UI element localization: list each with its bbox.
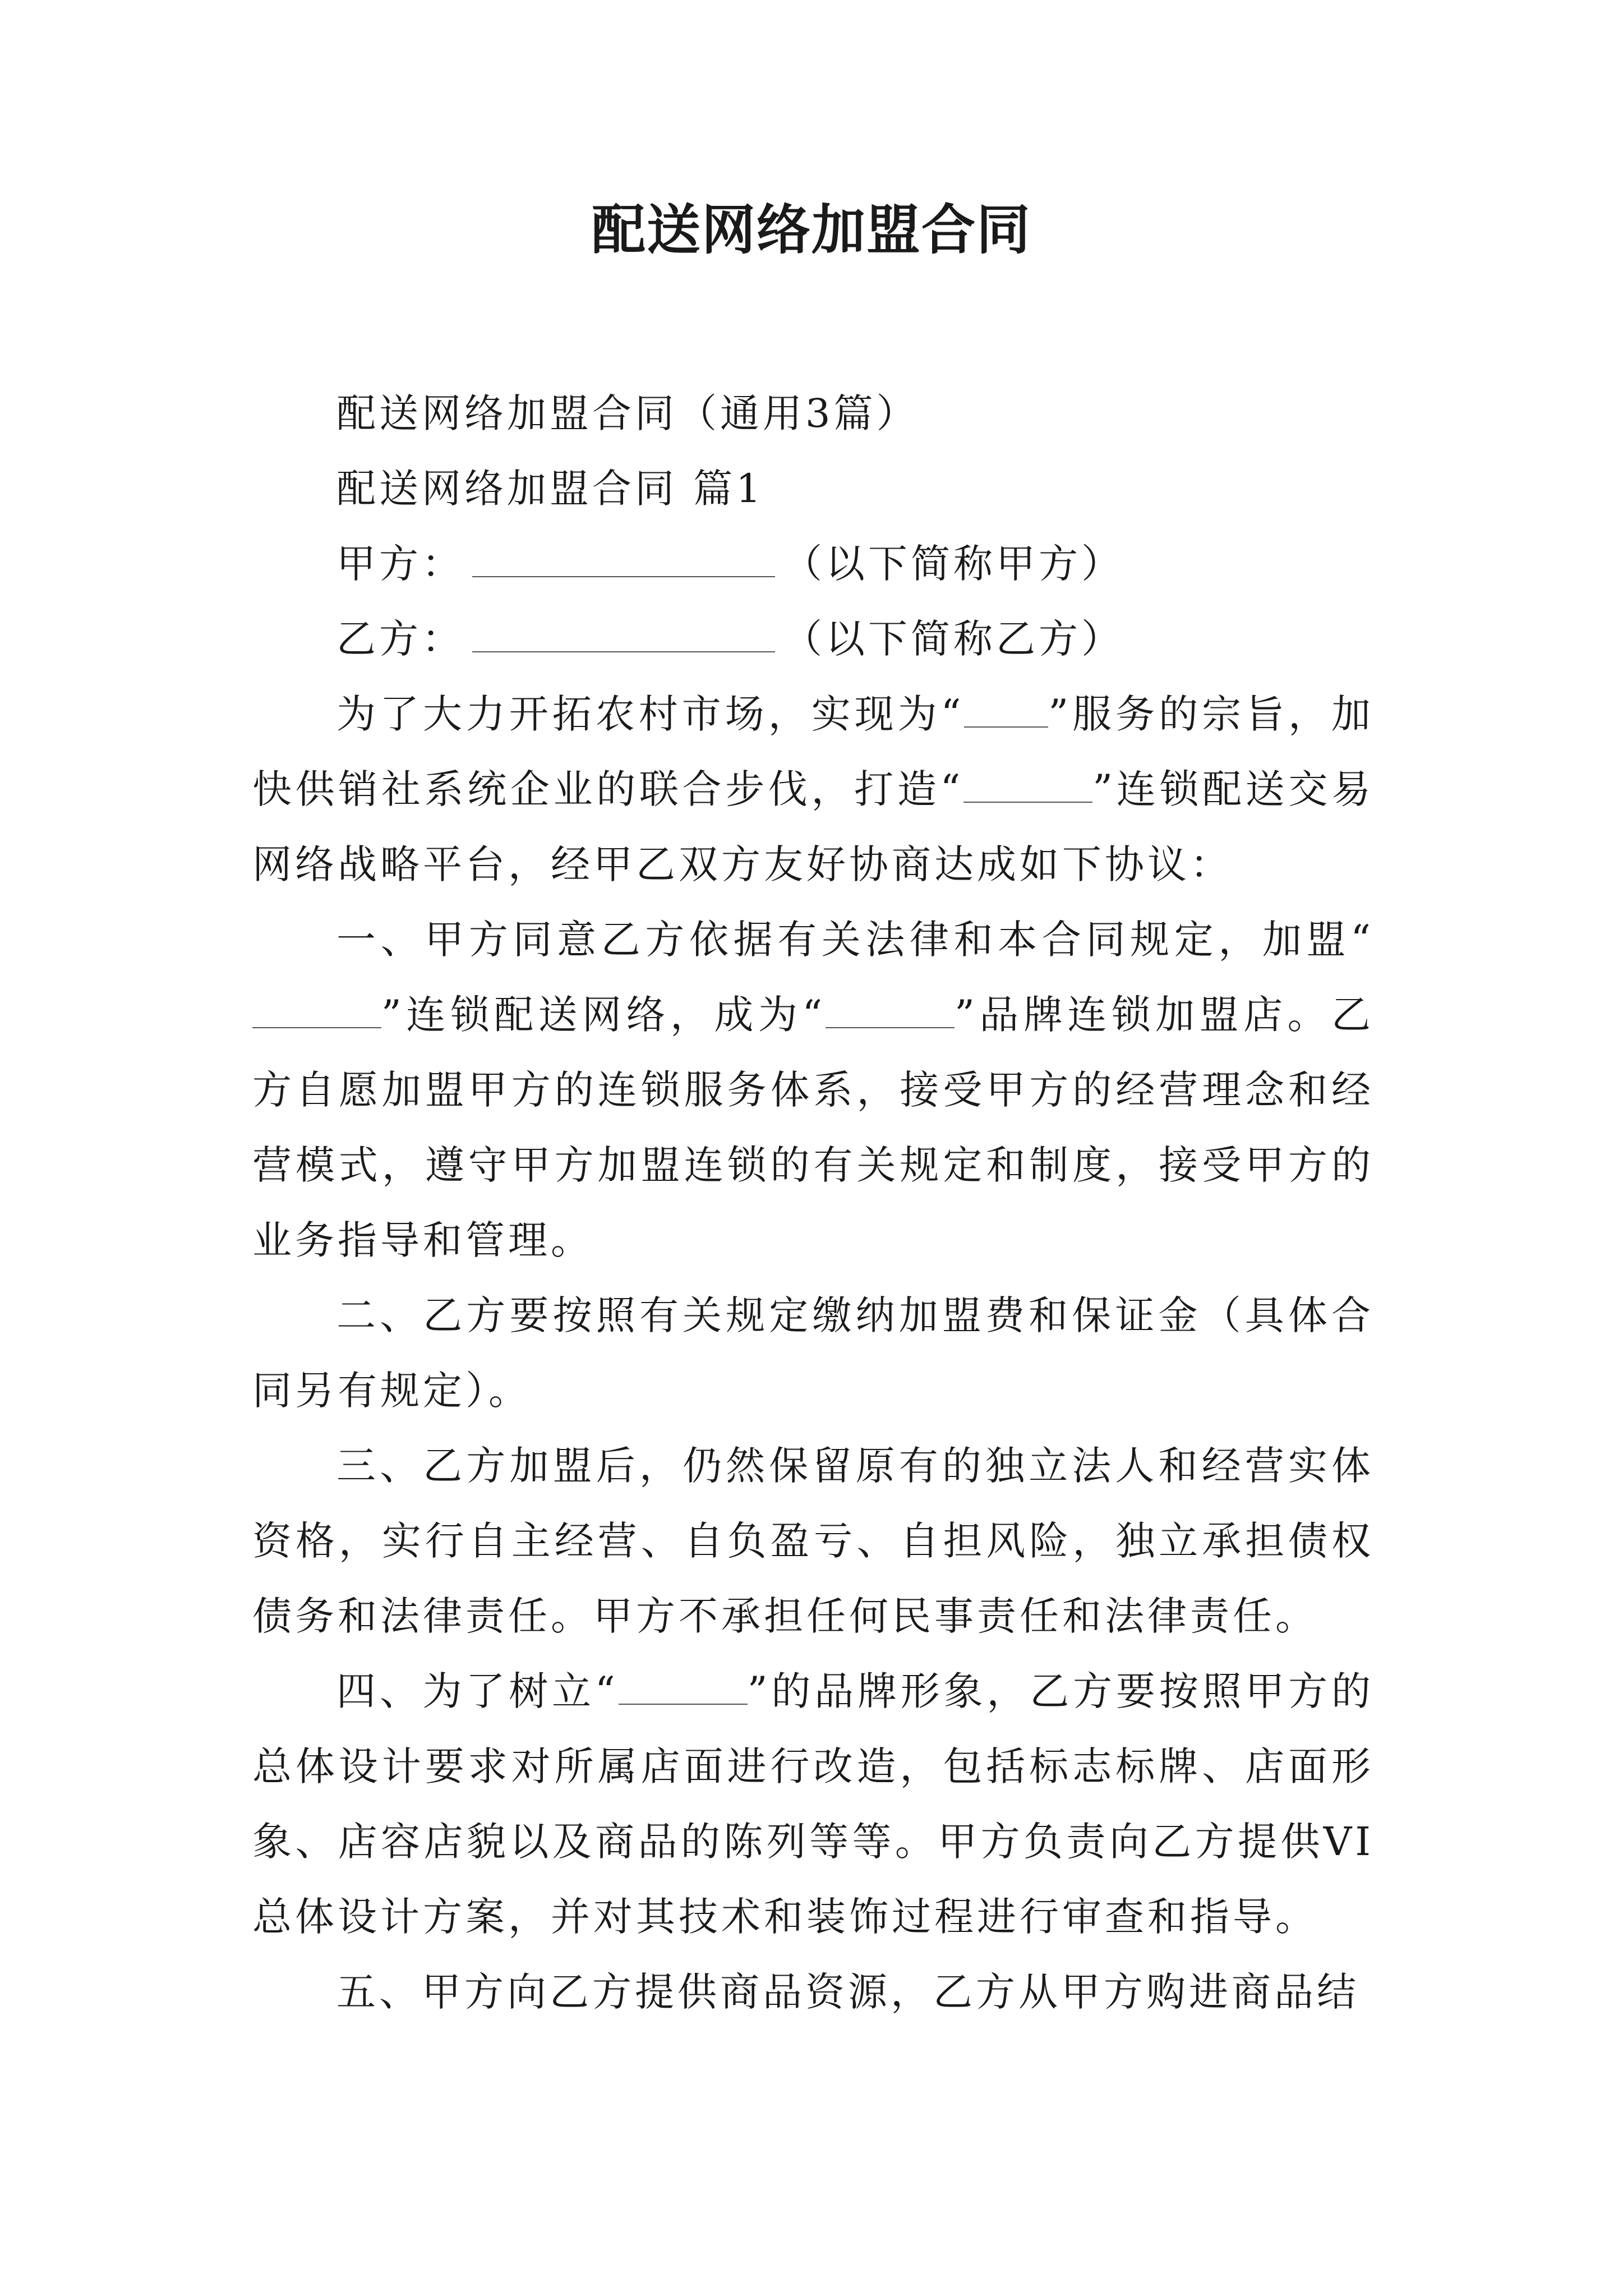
preamble-blank-2 (963, 762, 1092, 803)
clause-4-paragraph (252, 1654, 1374, 1954)
clause-1-text-2: ”连锁配送网络，成为“ (381, 992, 826, 1038)
preamble-paragraph (252, 677, 1374, 902)
preamble-text-3: ”连锁配送交易网络战略平台，经甲乙双方友好协商达成如下协议： (252, 766, 1374, 887)
clause-4-blank (619, 1664, 748, 1705)
party-b-line (252, 601, 1374, 677)
clause-1-text-3: ”品牌连锁加盟店。乙方自愿加盟甲方的连锁服务体系，接受甲方的经营理念和经营模式，遵守甲方加盟连锁的有关规定和制度，接受甲方的业务指导和管理。 (252, 992, 1374, 1263)
preamble-text-2: ”服务的宗旨，加快供销社系统企业的联合步伐，打造“ (252, 691, 1374, 812)
party-a-line (252, 526, 1374, 601)
clause-1-text-1: 一、甲方同意乙方依据有关法律和本合同规定，加盟“ (336, 917, 1374, 963)
section-heading: 配送网络加盟合同 篇1 (336, 466, 764, 512)
document-body (252, 376, 1374, 2030)
party-a-note: （以下简称甲方） (783, 541, 1124, 587)
document-title: 配送网络加盟合同 (592, 198, 1031, 261)
clause-4-text-1: 四、为了树立“ (336, 1668, 619, 1714)
party-b-blank (472, 612, 775, 652)
clause-2-paragraph: 二、乙方要按照有关规定缴纳加盟费和保证金（具体合同另有规定）。 (252, 1292, 1374, 1414)
clause-4-text-2: ”的品牌形象，乙方要按照甲方的总体设计要求对所属店面进行改造，包括标志标牌、店面形象、店容店貌以及商品的陈列等等。甲方负责向乙方提供VI总体设计方案，并对其技术和装饰过程进行审查和指导。 (252, 1668, 1374, 1940)
clause-1-paragraph (252, 902, 1374, 1278)
clause-1-blank-2 (826, 988, 955, 1028)
preamble-blank-1 (964, 687, 1048, 728)
clause-3-paragraph: 三、乙方加盟后，仍然保留原有的独立法人和经营实体资格，实行自主经营、自负盈亏、自担风险，独立承担债权债务和法律责任。甲方不承担任何民事责任和法律责任。 (252, 1443, 1374, 1639)
preamble-text-1: 为了大力开拓农村市场，实现为“ (336, 691, 965, 737)
document-subtitle: 配送网络加盟合同（通用3篇） (336, 390, 919, 436)
party-a-blank (472, 537, 775, 577)
clause-5-paragraph: 五、甲方向乙方提供商品资源，乙方从甲方购进商品结 (336, 1969, 1359, 2015)
clause-1-blank-1 (252, 988, 381, 1028)
party-b-label: 乙方： (336, 616, 464, 662)
party-a-label: 甲方： (336, 541, 464, 587)
party-b-note: （以下简称乙方） (783, 616, 1124, 662)
